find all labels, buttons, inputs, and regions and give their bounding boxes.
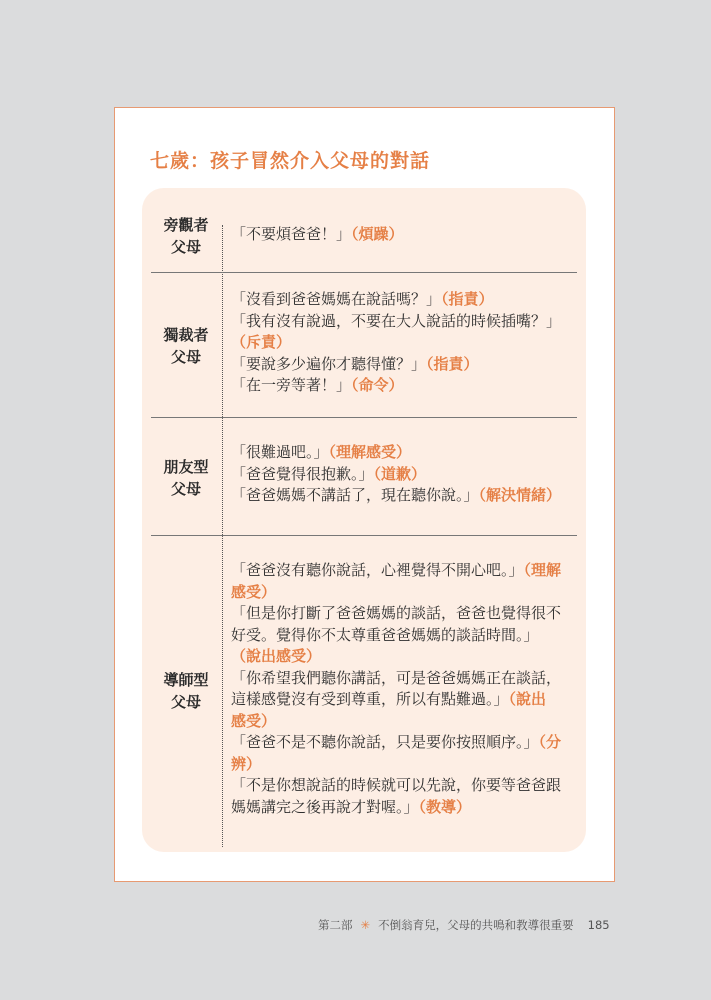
emotion-tag: （分 xyxy=(538,733,562,751)
dialogue-text: 「爸爸沒有聽你說話，心裡覺得不開心吧。」 xyxy=(231,561,524,579)
dialogue-text: 「爸爸媽媽不講話了，現在聽你說。」 xyxy=(231,486,479,504)
asterisk-icon: ✳ xyxy=(360,918,371,932)
emotion-tag: （教導） xyxy=(418,797,472,816)
dialogue-line xyxy=(231,625,576,647)
emotion-tag: 感受） xyxy=(231,711,277,730)
dialogue-line xyxy=(231,646,576,668)
row-label-bystander: 旁觀者 父母 xyxy=(163,216,209,256)
dialogue-line xyxy=(231,775,576,797)
dialogue-line xyxy=(231,560,576,582)
row-body-dictator xyxy=(231,289,576,397)
emotion-tag: （指責） xyxy=(426,354,479,373)
dialogue-text: 「在一旁等著！」 xyxy=(231,376,352,394)
dialogue-text: 「爸爸不是不聽你說話，只是要你按照順序。」 xyxy=(231,733,539,751)
dialogue-line xyxy=(231,485,576,507)
dialogue-line xyxy=(231,224,576,246)
dialogue-text: 「很難過吧。」 xyxy=(231,443,329,461)
dialogue-line xyxy=(231,689,576,711)
dialogue-line xyxy=(231,754,576,776)
dialogue-text: 「爸爸覺得很抱歉。」 xyxy=(231,464,374,483)
comparison-table xyxy=(142,188,586,852)
dialogue-text: 「不要煩爸爸！」 xyxy=(231,225,352,243)
dialogue-line xyxy=(231,464,576,486)
dialogue-line xyxy=(231,711,576,733)
row-divider xyxy=(151,417,577,418)
dialogue-text: 好受。覺得你不太尊重爸爸媽媽的談話時間。」 xyxy=(231,625,539,644)
dialogue-line xyxy=(231,797,576,819)
dialogue-text: 「不是你想說話的時候就可以先說，你要等爸爸跟 xyxy=(231,776,562,794)
row-body-bystander xyxy=(231,224,576,246)
emotion-tag: （斥責） xyxy=(231,333,292,351)
emotion-tag: （解決情緒） xyxy=(478,486,562,504)
dialogue-line xyxy=(231,354,576,376)
dialogue-text: 「但是你打斷了爸爸媽媽的談話，爸爸也覺得很不 xyxy=(231,604,562,622)
column-divider xyxy=(222,225,223,847)
emotion-tag: （煩躁） xyxy=(351,225,404,243)
dialogue-line xyxy=(231,375,576,397)
emotion-tag: （說出感受） xyxy=(231,647,322,665)
emotion-tag: （理解感受） xyxy=(328,443,412,461)
emotion-tag: 辨） xyxy=(231,754,262,773)
dialogue-text: 媽媽講完之後再說才對喔。」 xyxy=(231,797,419,816)
row-label-friend: 朋友型 父母 xyxy=(163,458,209,498)
emotion-tag: （說出 xyxy=(508,690,547,708)
dialogue-line xyxy=(231,732,576,754)
emotion-tag: （理解 xyxy=(523,561,562,579)
section-title: 七歲：孩子冒然介入父母的對話 xyxy=(150,150,431,172)
dialogue-line xyxy=(231,603,576,625)
emotion-tag: 感受） xyxy=(231,582,277,601)
dialogue-text: 「你希望我們聽你講話，可是爸爸媽媽正在談話， xyxy=(231,668,562,687)
footer-part: 第二部 xyxy=(318,918,353,932)
page-number: 185 xyxy=(587,918,610,932)
dialogue-text: 「沒看到爸爸媽媽在說話嗎？」 xyxy=(231,290,442,308)
dialogue-line xyxy=(231,289,576,311)
footer-chapter: 不倒翁育兒，父母的共鳴和教導很重要 xyxy=(378,918,574,932)
dialogue-text: 這樣感覺沒有受到尊重，所以有點難過。」 xyxy=(231,690,509,708)
row-body-mentor xyxy=(231,560,576,818)
row-divider xyxy=(151,272,577,273)
row-label-mentor: 導師型 父母 xyxy=(163,671,209,711)
page-footer xyxy=(318,917,618,933)
emotion-tag: （命令） xyxy=(351,376,404,394)
row-body-friend xyxy=(231,442,576,507)
dialogue-text: 「要說多少遍你才聽得懂？」 xyxy=(231,354,427,373)
dialogue-line xyxy=(231,311,576,333)
content-box xyxy=(114,107,615,882)
row-divider xyxy=(151,535,577,536)
emotion-tag: （道歉） xyxy=(373,464,427,483)
emotion-tag: （指責） xyxy=(441,290,494,308)
dialogue-line xyxy=(231,442,576,464)
dialogue-line xyxy=(231,332,576,354)
dialogue-line xyxy=(231,582,576,604)
dialogue-line xyxy=(231,668,576,690)
row-label-dictator: 獨裁者 父母 xyxy=(163,326,209,366)
dialogue-text: 「我有沒有說過，不要在大人說話的時候插嘴？」 xyxy=(231,311,562,330)
